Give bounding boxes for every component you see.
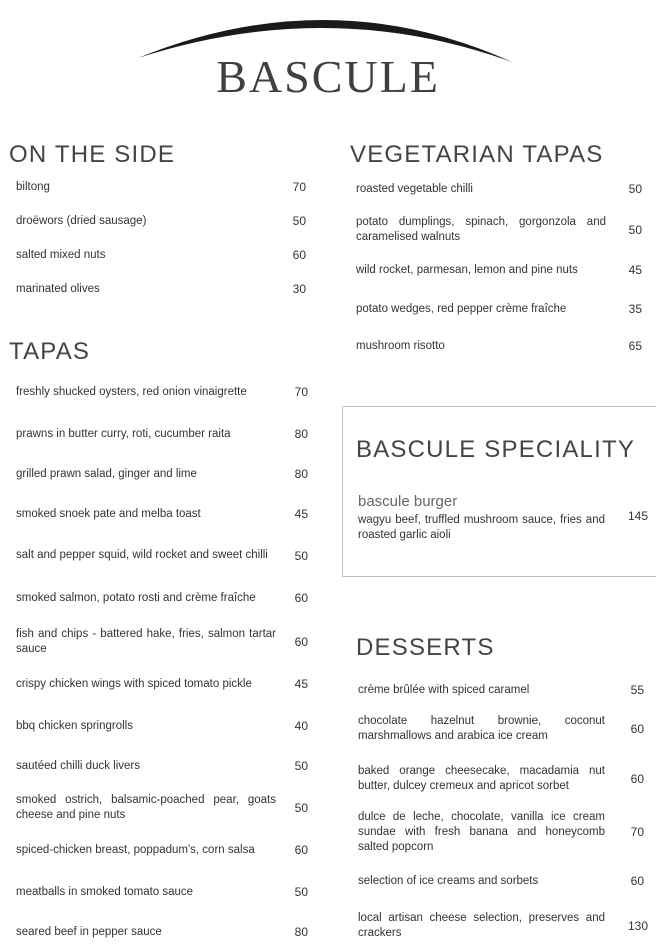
menu-item-price: 60 — [294, 591, 308, 605]
menu-item-name: droëwors (dried sausage) — [16, 214, 147, 227]
menu-item — [356, 214, 642, 245]
menu-item-price: 50 — [294, 759, 308, 773]
brand-logo-text: BASCULE — [216, 51, 440, 102]
menu-item-name: chocolate hazelnut brownie, coconut marshmallows and arabica ice cream — [358, 714, 605, 742]
menu-item-price: 60 — [630, 771, 644, 786]
menu-item-price: 60 — [630, 874, 644, 888]
menu-item-name: potato dumplings, spinach, gorgonzola and caramelised walnuts — [356, 215, 606, 243]
menu-item-name: smoked snoek pate and melba toast — [16, 507, 201, 520]
menu-item — [16, 281, 306, 297]
menu-item — [16, 924, 308, 940]
menu-item-price: 50 — [292, 214, 306, 228]
menu-item-name: meatballs in smoked tomato sauce — [16, 885, 194, 898]
menu-item-name: bbq chicken springrolls — [16, 719, 133, 732]
menu-item-name: roasted vegetable chilli — [356, 182, 473, 195]
menu-item — [16, 590, 308, 606]
menu-item-price: 80 — [294, 467, 308, 481]
menu-item-price: 50 — [294, 548, 308, 563]
menu-item-name: salted mixed nuts — [16, 248, 106, 261]
section-title-speciality: BASCULE SPECIALITY — [356, 436, 636, 463]
menu-item — [16, 540, 308, 571]
menu-item — [16, 506, 308, 522]
menu-item-name: freshly shucked oysters, red onion vinaigrette — [16, 385, 247, 398]
menu-item-price: 65 — [628, 339, 642, 353]
menu-item — [356, 301, 642, 317]
menu-item-name: spiced-chicken breast, poppadum's, corn salsa — [16, 843, 255, 856]
menu-item — [16, 718, 308, 734]
menu-item-price: 60 — [630, 721, 644, 736]
menu-item — [358, 713, 644, 744]
menu-item-price: 80 — [294, 925, 308, 939]
menu-item — [16, 426, 308, 442]
menu-item-price: 40 — [294, 719, 308, 733]
menu-item — [16, 466, 308, 482]
menu-item-name: mushroom risotto — [356, 339, 445, 352]
menu-item-name: salt and pepper squid, wild rocket and sweet chilli — [16, 549, 268, 561]
menu-item-price: 55 — [630, 683, 644, 697]
menu-item-price: 45 — [628, 263, 642, 277]
menu-item — [356, 262, 642, 278]
menu-item-name: wagyu beef, truffled mushroom sauce, fries and roasted garlic aioli — [358, 513, 605, 541]
section-title-vegetarian-tapas: VEGETARIAN TAPAS — [350, 141, 604, 168]
menu-item — [16, 213, 306, 229]
menu-item — [16, 384, 308, 400]
menu-item — [16, 792, 308, 823]
menu-item — [358, 509, 648, 543]
menu-item-price: 70 — [294, 385, 308, 399]
menu-item-price: 45 — [294, 677, 308, 691]
menu-item-price: 30 — [292, 282, 306, 296]
menu-item-price: 50 — [628, 222, 642, 237]
menu-item-name: smoked ostrich, balsamic-poached pear, goats cheese and pine nuts — [16, 793, 276, 821]
menu-item-price: 70 — [292, 180, 306, 194]
menu-item-name: wild rocket, parmesan, lemon and pine nuts — [356, 263, 578, 276]
menu-item-name: prawns in butter curry, roti, cucumber raita — [16, 427, 231, 440]
menu-item — [358, 763, 644, 794]
menu-item-price: 60 — [294, 843, 308, 857]
section-title-tapas: TAPAS — [9, 338, 91, 365]
menu-item-name: crème brûlée with spiced caramel — [358, 683, 530, 696]
menu-item — [358, 910, 648, 941]
menu-item-price: 50 — [628, 182, 642, 196]
speciality-item-title: bascule burger — [358, 493, 458, 510]
menu-item-price: 60 — [294, 634, 308, 649]
menu-item — [358, 809, 644, 855]
menu-item — [358, 682, 644, 698]
speciality-box — [342, 406, 656, 577]
menu-item-price: 50 — [294, 800, 308, 815]
menu-item — [16, 626, 308, 657]
menu-item-name: selection of ice creams and sorbets — [358, 874, 539, 887]
menu-item-name: smoked salmon, potato rosti and crème fraîche — [16, 591, 256, 604]
menu-item-price: 130 — [627, 918, 648, 933]
menu-item — [16, 842, 308, 858]
menu-item-name: crispy chicken wings with spiced tomato pickle — [16, 677, 252, 690]
menu-item-name: grilled prawn salad, ginger and lime — [16, 467, 197, 480]
menu-item — [16, 179, 306, 195]
menu-item-name: sautéed chilli duck livers — [16, 759, 141, 772]
menu-item-name: local artisan cheese selection, preserves and crackers — [358, 911, 605, 939]
menu-item — [16, 884, 308, 900]
menu-item-name: fish and chips - battered hake, fries, salmon tartar sauce — [16, 627, 276, 655]
menu-item-name: baked orange cheesecake, macadamia nut butter, dulcey cremeux and apricot sorbet — [358, 764, 605, 792]
menu-item — [16, 758, 308, 774]
menu-item-name: dulce de leche, chocolate, vanilla ice cream sundae with fresh banana and honeycomb salted popcorn — [358, 810, 605, 853]
menu-item-name: marinated olives — [16, 282, 100, 295]
menu-item — [16, 676, 308, 692]
menu-item — [356, 181, 642, 197]
menu-item-name: potato wedges, red pepper crème fraîche — [356, 302, 567, 315]
section-title-on-the-side: ON THE SIDE — [9, 141, 176, 168]
menu-item — [358, 873, 644, 889]
menu-item-price: 50 — [294, 885, 308, 899]
menu-item-price: 145 — [627, 509, 648, 523]
menu-item-price: 70 — [630, 825, 644, 839]
menu-item-name: biltong — [16, 180, 50, 193]
menu-item-name: seared beef in pepper sauce — [16, 925, 162, 938]
section-title-desserts: DESSERTS — [356, 634, 495, 661]
menu-item — [356, 338, 642, 354]
menu-item-price: 35 — [628, 302, 642, 316]
menu-item-price: 60 — [292, 248, 306, 262]
menu-item — [16, 247, 306, 263]
menu-item-price: 45 — [294, 507, 308, 521]
menu-item-price: 80 — [294, 427, 308, 441]
